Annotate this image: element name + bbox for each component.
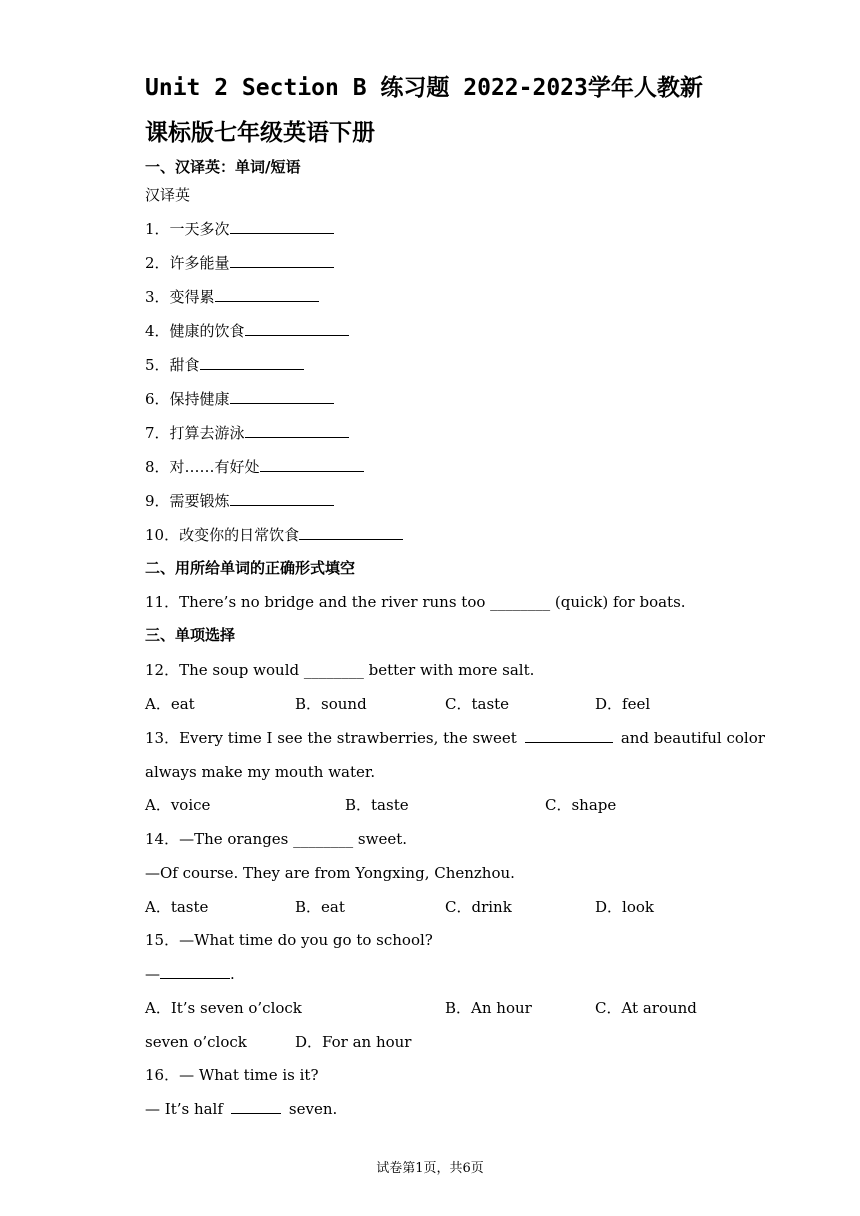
answer-blank[interactable] <box>230 218 334 234</box>
question-1 <box>145 218 334 240</box>
question-15-reply <box>145 963 235 985</box>
question-16: 16．— What time is it? <box>145 1066 319 1084</box>
answer-blank[interactable] <box>230 252 334 268</box>
answer-blank[interactable] <box>260 456 364 472</box>
question-4-text: 4．健康的饮食 <box>145 322 245 340</box>
q15-option-c[interactable]: C．At around <box>595 999 697 1017</box>
question-16-reply <box>145 1098 337 1120</box>
question-8-text: 8．对……有好处 <box>145 458 260 476</box>
question-11: 11．There’s no bridge and the river runs too ________ (quick) for boats. <box>145 593 686 611</box>
q12-option-c[interactable]: C．taste <box>445 695 510 713</box>
q12-option-a[interactable]: A．eat <box>145 695 195 713</box>
section-2-heading: 二、用所给单词的正确形式填空 <box>145 559 356 577</box>
answer-blank[interactable] <box>231 1098 281 1114</box>
answer-blank[interactable] <box>160 963 230 979</box>
question-3-text: 3．变得累 <box>145 288 215 306</box>
q13-option-b[interactable]: B．taste <box>345 796 409 814</box>
q12-option-b[interactable]: B．sound <box>295 695 367 713</box>
question-8 <box>145 456 364 478</box>
page-title-line-1: Unit 2 Section B 练习题 2022-2023学年人教新 <box>145 75 703 101</box>
q14-option-d[interactable]: D．look <box>595 898 654 916</box>
q15-option-c-continued: seven o’clock <box>145 1033 247 1051</box>
question-1-text: 1．一天多次 <box>145 220 230 238</box>
section-1-instruction: 汉译英 <box>145 186 191 204</box>
q15-period: . <box>230 965 235 983</box>
answer-blank[interactable] <box>525 727 613 743</box>
q14-option-b[interactable]: B．eat <box>295 898 345 916</box>
q13-stem-start: 13．Every time I see the strawberries, the sweet <box>145 729 517 747</box>
answer-blank[interactable] <box>230 490 334 506</box>
question-7-text: 7．打算去游泳 <box>145 424 245 442</box>
q15-dash: — <box>145 965 160 983</box>
question-12: 12．The soup would ________ better with more salt. <box>145 661 535 679</box>
answer-blank[interactable] <box>245 320 349 336</box>
question-4 <box>145 320 349 342</box>
q15-option-d[interactable]: D．For an hour <box>295 1033 412 1051</box>
q16-reply-end: seven. <box>288 1100 338 1118</box>
page-footer: 试卷第1页，共6页 <box>376 1161 484 1176</box>
question-13-continued: always make my mouth water. <box>145 763 376 781</box>
q14-option-c[interactable]: C．drink <box>445 898 512 916</box>
question-14: 14．—The oranges ________ sweet. <box>145 830 408 848</box>
q13-option-a[interactable]: A．voice <box>145 796 211 814</box>
question-9-text: 9．需要锻炼 <box>145 492 230 510</box>
question-14-reply: —Of course. They are from Yongxing, Chenzhou. <box>145 864 515 882</box>
q16-reply-start: — It’s half <box>145 1100 223 1118</box>
q13-stem-end: and beautiful color <box>620 729 765 747</box>
section-1-heading: 一、汉译英：单词/短语 <box>145 158 301 176</box>
answer-blank[interactable] <box>299 524 403 540</box>
question-5 <box>145 354 304 376</box>
question-10-text: 10．改变你的日常饮食 <box>145 526 300 544</box>
question-7 <box>145 422 349 444</box>
q12-option-d[interactable]: D．feel <box>595 695 651 713</box>
answer-blank[interactable] <box>200 354 304 370</box>
question-2-text: 2．许多能量 <box>145 254 230 272</box>
question-13 <box>145 727 765 749</box>
question-6-text: 6．保持健康 <box>145 390 230 408</box>
question-6 <box>145 388 334 410</box>
question-15: 15．—What time do you go to school? <box>145 931 433 949</box>
section-3-heading: 三、单项选择 <box>145 626 236 644</box>
question-3 <box>145 286 319 308</box>
question-10 <box>145 524 403 546</box>
answer-blank[interactable] <box>230 388 334 404</box>
page-title-line-2: 课标版七年级英语下册 <box>145 120 375 146</box>
answer-blank[interactable] <box>215 286 319 302</box>
q13-option-c[interactable]: C．shape <box>545 796 617 814</box>
question-2 <box>145 252 334 274</box>
question-5-text: 5．甜食 <box>145 356 200 374</box>
q15-option-a[interactable]: A．It’s seven o’clock <box>145 999 302 1017</box>
q15-option-b[interactable]: B．An hour <box>445 999 532 1017</box>
q14-option-a[interactable]: A．taste <box>145 898 209 916</box>
question-9 <box>145 490 334 512</box>
answer-blank[interactable] <box>245 422 349 438</box>
